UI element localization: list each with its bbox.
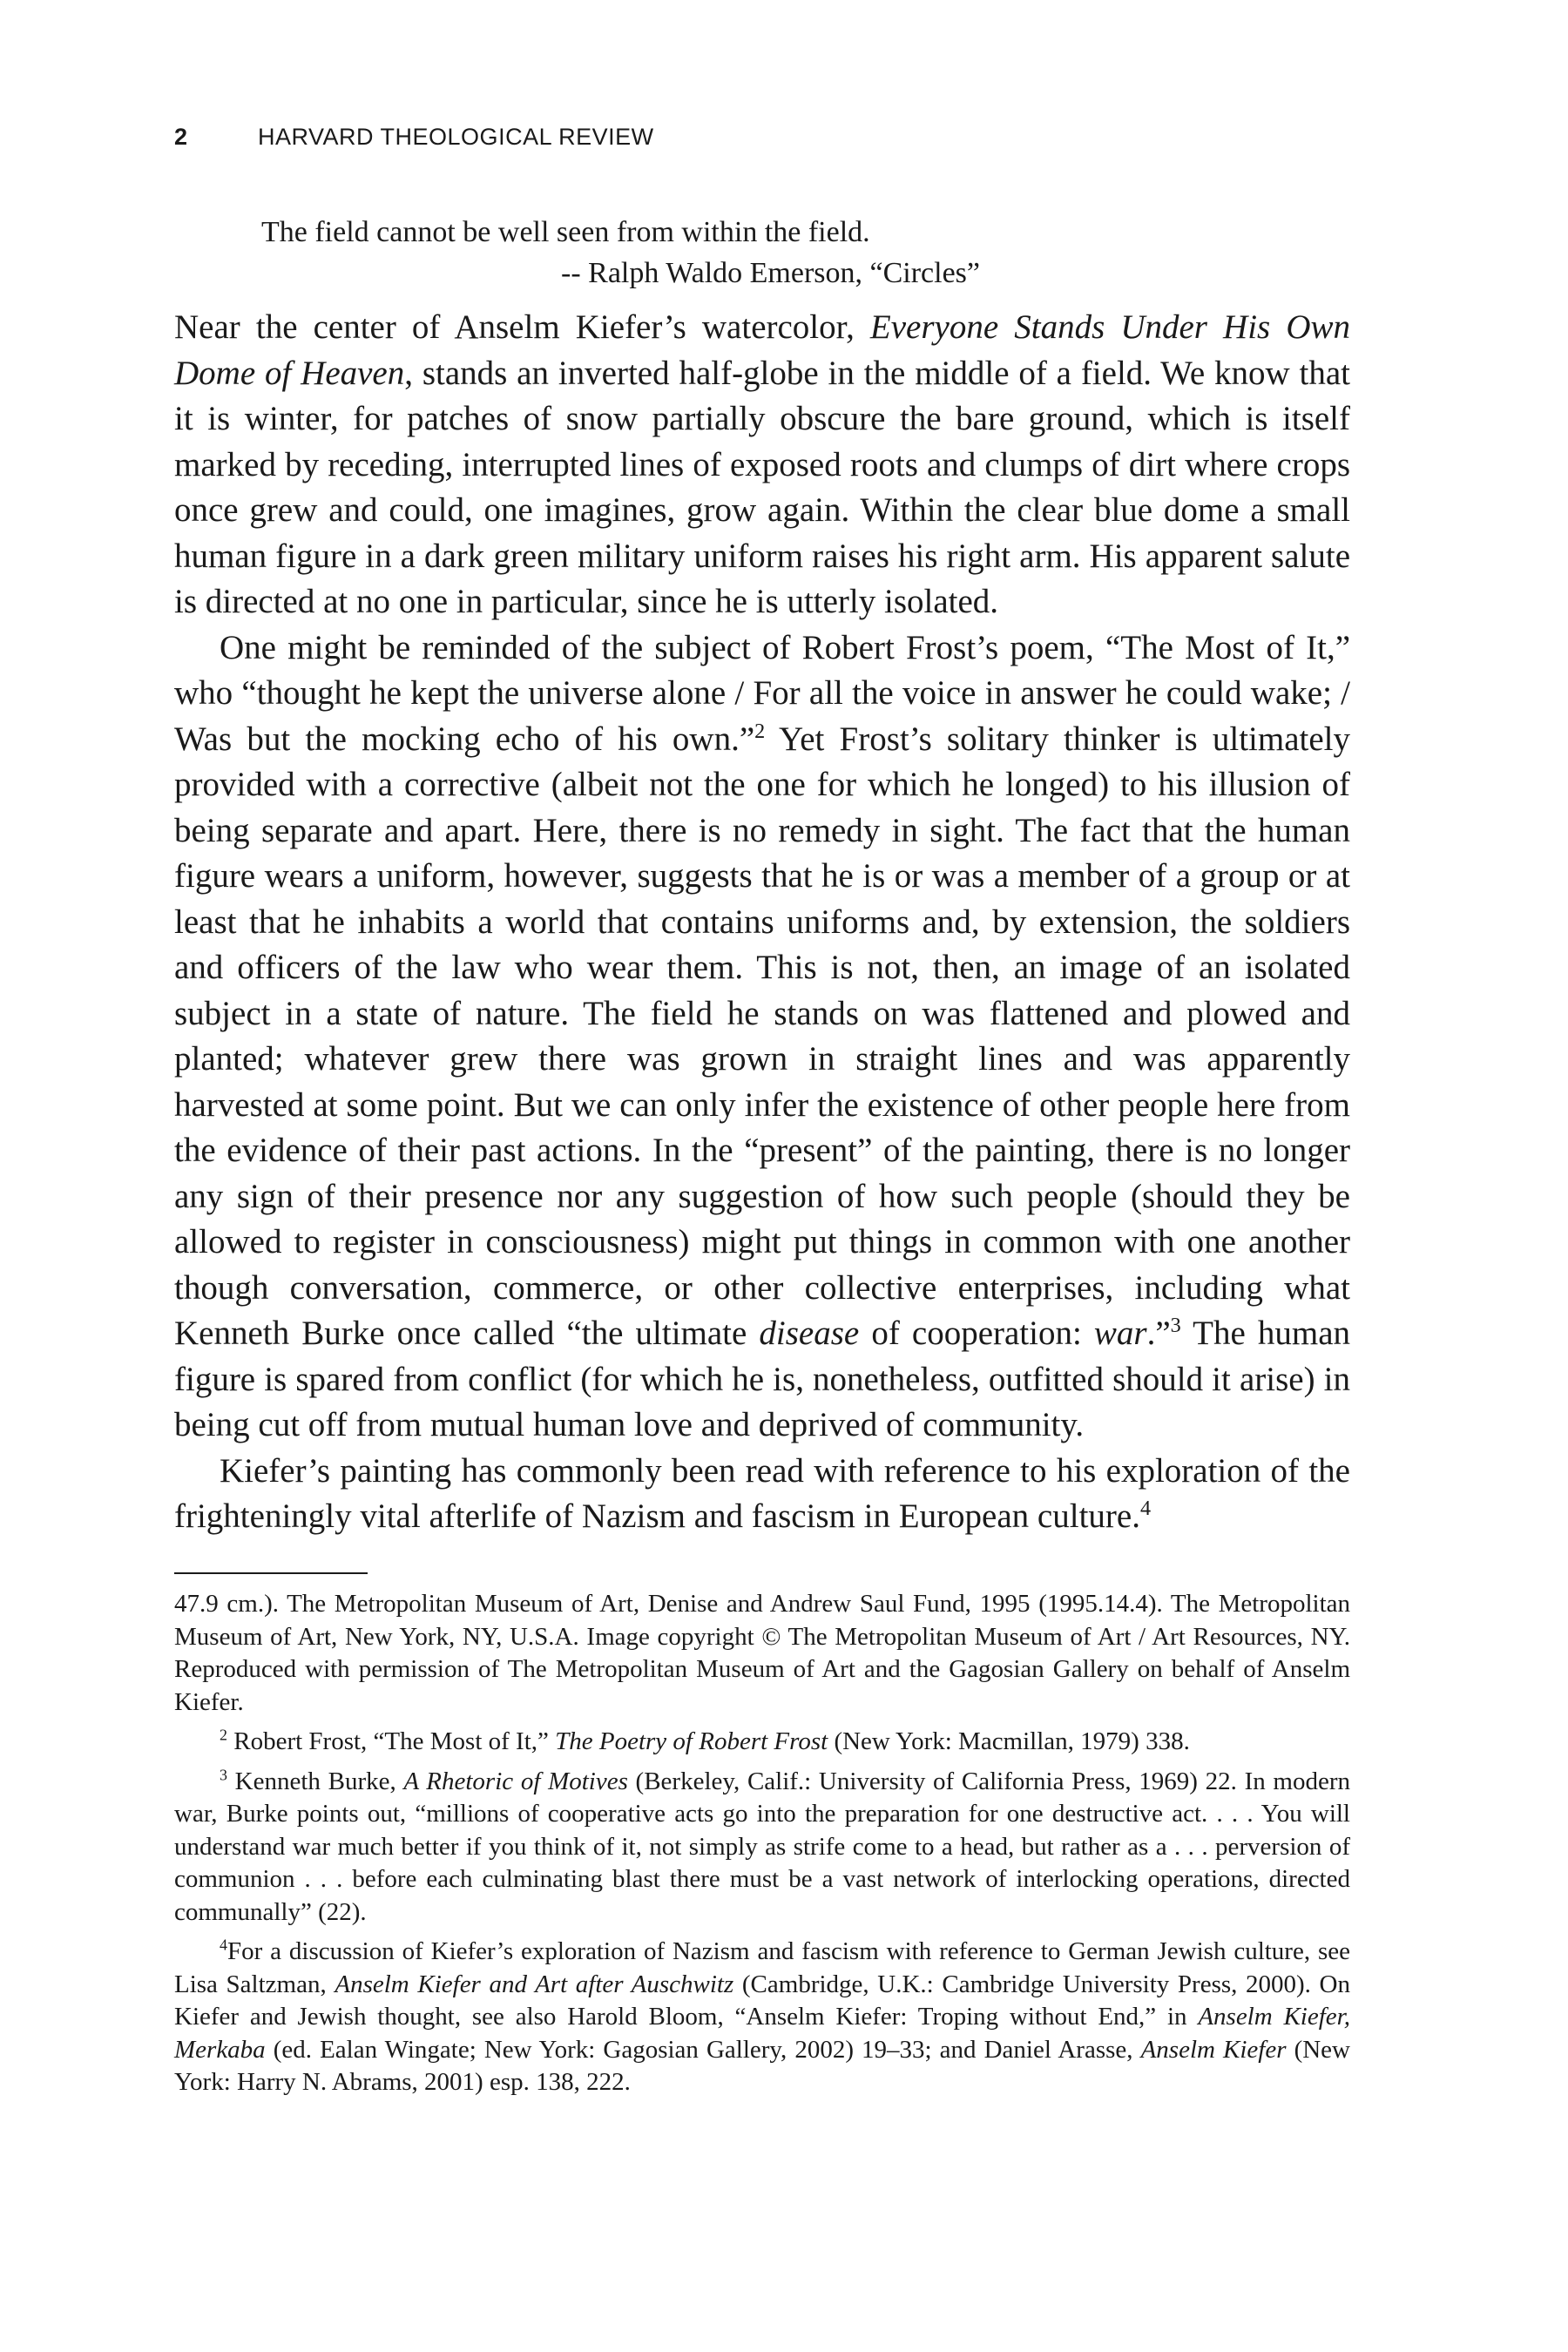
footnote-4: $^4$For a discussion of Kiefer’s exploration of Nazism and fascism with reference to German Jewish culture, see Lisa Saltzman, Anselm Kiefer and Art after Auschwitz (Cambridge, U.K.: Cambridge University Press, 2000). On Kiefer and Jewish thought, see also Harold Bloom, “Anselm Kiefer: Troping without End,” in Anselm Kiefer, Merkaba (ed. Ealan Wingate; New York: Gagosian Gallery, 2002) 19–33; and Daniel Arasse, Anselm Kiefer (New York: Harry N. Abrams, 2001) esp. 138, 222. — [174, 1936, 1350, 2096]
footnote-3: $^3$ Kenneth Burke, A Rhetoric of Motives (Berkeley, Calif.: University of California Press, 1969) 22. In modern war, Burke points out, “millions of cooperative acts go into the preparation for one destructive act. . . . You will understand war much better if you think of it, not simply as strife come to a head, but rather as a . . . perversion of communion . . . before each culminating blast there must be a vast network of interlocking operations, directed communally” (22). — [174, 1765, 1350, 1926]
emphasis-disease: disease — [759, 1315, 860, 1352]
paragraph-2: One might be reminded of the subject of Robert Frost’s poem, “The Most of It,” who “thought he kept the universe alone / For all the voice in answer he could wake; / Was but the mocking echo of his own.”$^2$ Yet Frost’s solitary thinker is ultimately provided with a corrective (albeit not the one for which he longed) to his illusion of being separate and apart. Here, there is no remedy in sight. The fact that the human figure wears a uniform, however, suggests that he is or was a member of a group or at least that he inhabits a world that contains uniforms and, by extension, the soldiers and officers of the law who wear them. This is not, then, an image of an isolated subject in a state of nature. The field he stands on was flattened and plowed and planted; whatever grew there was grown in straight lines and was apparently harvested at some point. But we can only infer the existence of other people here from the evidence of their past actions. In the “present” of the painting, there is no longer any sign of their presence nor any suggestion of how such people (should they be allowed to register in consciousness) might put things in common with one another though conversation, commerce, or other collective enterprises, including what Kenneth Burke once called “the ultimate disease of cooperation: war.”$^3$ The human figure is spared from conflict (for which he is, nonetheless, outfitted should it arise) in being cut off from mutual human love and deprived of community. — [174, 628, 1351, 1443]
footnotes — [174, 1588, 1350, 2106]
footnote-ref-3: 3 — [1170, 1314, 1181, 1337]
epigraph — [261, 212, 1350, 294]
journal-title: HARVARD THEOLOGICAL REVIEW — [258, 124, 654, 150]
body-text — [174, 305, 1350, 1540]
running-head — [174, 124, 1394, 159]
footnote-2: $^2$ Robert Frost, “The Most of It,” The Poetry of Robert Frost (New York: Macmillan, 1979) 338. — [220, 1726, 1190, 1755]
emphasis-war: war — [1093, 1315, 1147, 1352]
epigraph-attribution: -- Ralph Waldo Emerson, “Circles” — [561, 257, 980, 289]
footnote-continued: 47.9 cm.). The Metropolitan Museum of Art, Denise and Andrew Saul Fund, 1995 (1995.14.4). The Metropolitan Museum of Art, New York, NY, U.S.A. Image copyright © The Metropolitan Museum of Art / Art Resources, NY. Reproduced with permission of The Metropolitan Museum of Art and the Gagosian Gallery on behalf of Anselm Kiefer. — [174, 1590, 1350, 1716]
footnote-ref-2: 2 — [754, 719, 766, 743]
paragraph-3: Kiefer’s painting has commonly been read with reference to his exploration of the frighteningly vital afterlife of Nazism and fascism in European culture.$^4$ — [174, 1451, 1350, 1535]
paragraph-1: Near the center of Anselm Kiefer’s watercolor, Everyone Stands Under His Own Dome of Heaven, stands an inverted half-globe in the middle of a field. We know that it is winter, for patches of snow partially obscure the bare ground, which is itself marked by receding, interrupted lines of exposed roots and clumps of dirt where crops once grew and could, one imagines, grow again. Within the clear blue dome a small human figure in a dark green military uniform raises his right arm. His apparent salute is directed at no one in particular, since he is utterly isolated. — [174, 308, 1351, 620]
epigraph-quote: The field cannot be well seen from within the field. — [261, 216, 870, 248]
footnote-ref-4: 4 — [1139, 1497, 1152, 1520]
page-number: 2 — [174, 124, 188, 150]
footnote-rule — [174, 1572, 368, 1574]
artwork-title: Everyone Stands Under His Own Dome of Heaven — [174, 308, 1351, 392]
